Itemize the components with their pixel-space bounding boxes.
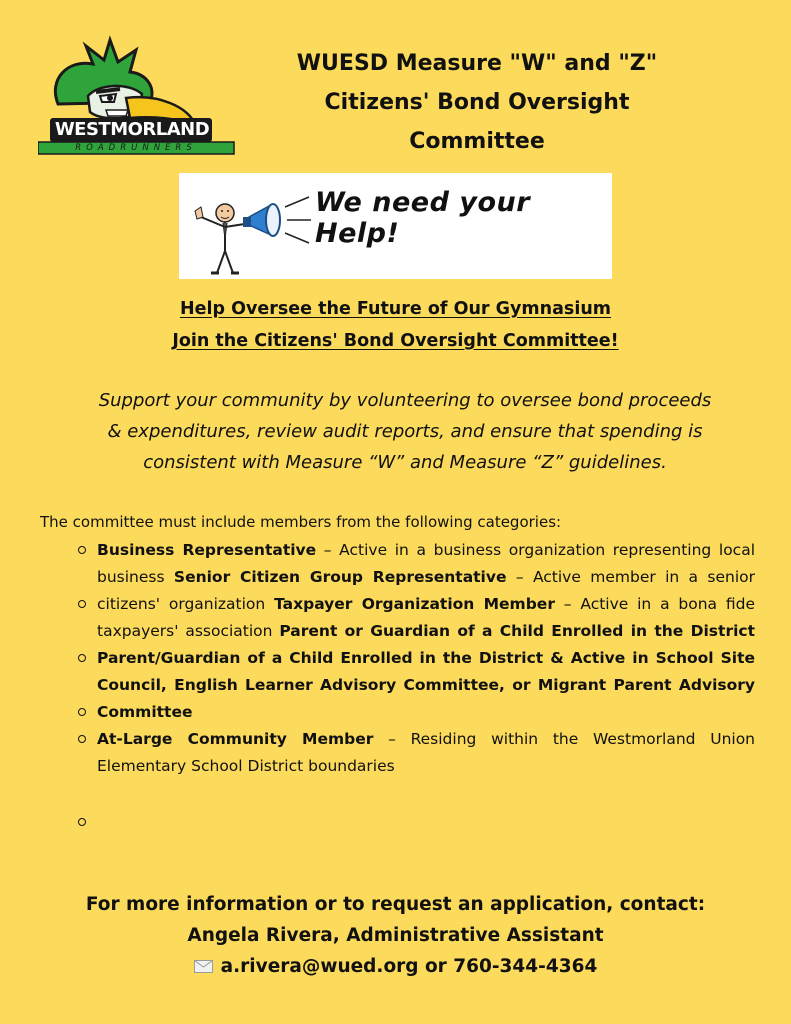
- headline-line-1: Help Oversee the Future of Our Gymnasium: [179, 299, 612, 319]
- senior-label: Senior Citizen Group Representative: [173, 568, 507, 586]
- list-bullet: [78, 546, 86, 554]
- list-bullet: [78, 654, 86, 662]
- parent-label: Parent or Guardian of a Child Enrolled in the District Parent/Guardian of a Child Enrolled in the District & Active in School Site Council, English Learner Advisory Committee, or Migrant Parent Advisory Committee: [97, 622, 755, 721]
- business-desc: – Active in a business organization representing local business: [97, 541, 755, 586]
- category-list: [97, 537, 755, 780]
- taxpayer-desc: – Active in a bona fide taxpayers' association: [97, 595, 755, 640]
- support-line-2: & expenditures, review audit reports, and ensure that spending is: [107, 421, 703, 442]
- atlarge-desc: – Residing within the Westmorland Union Elementary School District boundaries: [97, 730, 756, 775]
- list-bullet: [78, 735, 86, 743]
- banner-text: We need your Help!: [315, 187, 531, 249]
- logo-wordmark: WESTMORLAND: [54, 119, 210, 140]
- list-bullet: [78, 708, 86, 716]
- page-title: [270, 44, 684, 161]
- support-line-1: Support your community by volunteering to oversee bond proceeds: [98, 390, 712, 411]
- list-item: [97, 726, 755, 780]
- envelope-icon: [194, 960, 213, 973]
- contact-line-2: Angela Rivera, Administrative Assistant: [187, 925, 604, 946]
- megaphone-person-icon: [181, 173, 311, 279]
- contact-line-1: For more information or to request an application, contact:: [85, 894, 706, 915]
- title-line-2: Citizens' Bond Oversight: [324, 90, 630, 115]
- taxpayer-label: Taxpayer Organization Member: [274, 595, 555, 613]
- list-item: [97, 537, 755, 726]
- contact-email-phone[interactable]: a.rivera@wued.org or 760-344-4364: [220, 956, 598, 977]
- title-line-1: WUESD Measure "W" and "Z": [296, 51, 658, 76]
- contact-block: [0, 889, 791, 982]
- atlarge-label: At-Large Community Member: [97, 730, 374, 748]
- logo-tagline: ROADRUNNERS: [75, 143, 197, 153]
- support-paragraph: [44, 385, 766, 478]
- business-label: Business Representative: [97, 541, 317, 559]
- headline-line-2: Join the Citizens' Bond Oversight Committee!: [172, 331, 619, 351]
- list-bullet: [78, 600, 86, 608]
- title-line-3: Committee: [409, 129, 545, 154]
- categories-intro: The committee must include members from the following categories:: [40, 513, 562, 531]
- headline: [0, 293, 791, 357]
- list-bullet: [78, 818, 86, 826]
- help-banner: [179, 173, 612, 279]
- senior-desc: – Active member in a senior citizens' organization: [97, 568, 756, 613]
- support-line-3: consistent with Measure “W” and Measure “Z” guidelines.: [143, 452, 667, 473]
- westmorland-roadrunners-logo: [38, 34, 238, 158]
